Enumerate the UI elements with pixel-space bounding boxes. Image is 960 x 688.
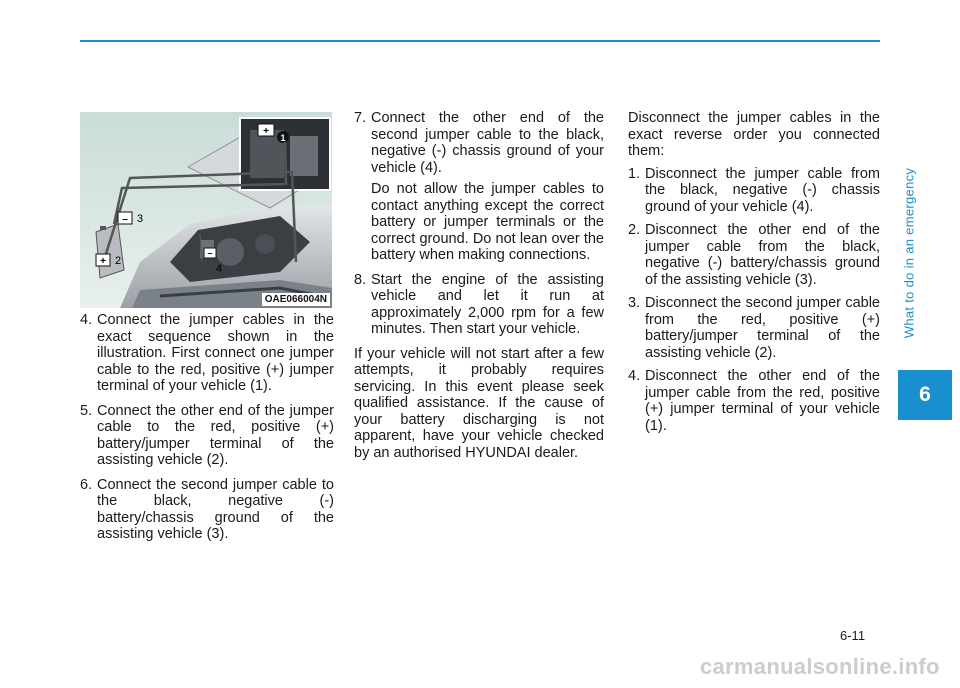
step-text: Connect the jumper cables in the exact sequence shown in the illustration. First connect one jumper cable to the red, positive (+) jumper terminal of your vehicle (1). — [97, 312, 334, 394]
step-text: Connect the other end of the second jumper cable to the black, negative (-) chassis ground of your vehicle (4). — [371, 110, 604, 176]
column-right — [628, 110, 880, 441]
step-text: Disconnect the other end of the jumper cable from the black, negative (-) battery/chassis ground of the assisting vehicle (3). — [645, 222, 880, 288]
disconnect-step-4 — [628, 368, 880, 434]
step-7 — [354, 110, 604, 176]
chapter-side-title-text: What to do in an emergency — [901, 167, 917, 339]
label-plus-1: + — [263, 126, 269, 137]
label-minus-3: – — [122, 214, 128, 225]
label-1: 1 — [280, 133, 286, 143]
disconnect-intro: Disconnect the jumper cables in the exact reverse order you connected them: — [628, 110, 880, 159]
watermark: carmanualsonline.info — [700, 654, 940, 679]
step-text: Disconnect the second jumper cable from the red, positive (+) battery/jumper terminal of the assisting vehicle (2). — [645, 295, 880, 361]
step-number: 2. — [628, 222, 641, 238]
label-4: 4 — [216, 263, 223, 275]
step-number: 7. — [354, 110, 367, 126]
label-2: 2 — [115, 255, 122, 267]
chapter-side-title — [901, 148, 917, 358]
step-text: Disconnect the jumper cable from the black, negative (-) chassis ground of your vehicle (4). — [645, 165, 880, 215]
disconnect-step-1 — [628, 166, 880, 216]
step-text: Connect the second jumper cable to the black, negative (-) battery/chassis ground of the assisting vehicle (3). — [97, 476, 334, 542]
step-4 — [80, 312, 334, 395]
column-middle — [354, 110, 604, 469]
step-number: 4. — [80, 312, 93, 328]
step-number: 8. — [354, 271, 367, 288]
figure-code: OAE066004N — [262, 293, 330, 306]
step-text: Disconnect the other end of the jumper cable from the red, positive (+) jumper terminal of your vehicle (1). — [645, 368, 880, 434]
illustration-graphic — [80, 112, 332, 308]
chapter-tab: 6 — [898, 370, 952, 420]
page-number: 6-11 — [840, 628, 866, 643]
step-7-note: Do not allow the jumper cables to contact anything except the correct battery or jumper terminals or the correct ground. Do not lean over the battery when making connections. — [371, 181, 604, 263]
step-number: 3. — [628, 295, 641, 311]
header-rule — [80, 40, 880, 42]
jump-start-illustration — [80, 112, 332, 308]
step-5 — [80, 403, 334, 469]
label-3: 3 — [137, 213, 144, 225]
step-text: Start the engine of the assisting vehicle and let it run at approximately 2,000 rpm for a few minutes. Then start your vehicle. — [371, 271, 604, 337]
step-number: 5. — [80, 402, 93, 419]
step-number: 6. — [80, 476, 93, 493]
step-8 — [354, 272, 604, 338]
column-left — [80, 312, 334, 551]
disconnect-step-2 — [628, 222, 880, 288]
servicing-paragraph: If your vehicle will not start after a few attempts, it probably requires servicing. In this event please seek qualified assistance. If the cause of your battery discharging is not apparent, have your vehicle checked by an authorised HYUNDAI dealer. — [354, 345, 604, 461]
label-plus-2: + — [100, 256, 106, 267]
step-text: Connect the other end of the jumper cable to the red, positive (+) battery/jumper terminal of the assisting vehicle (2). — [97, 402, 334, 468]
disconnect-step-3 — [628, 295, 880, 361]
label-minus-4: – — [207, 248, 213, 258]
step-number: 1. — [628, 165, 641, 182]
step-number: 4. — [628, 368, 641, 384]
step-6 — [80, 477, 334, 543]
